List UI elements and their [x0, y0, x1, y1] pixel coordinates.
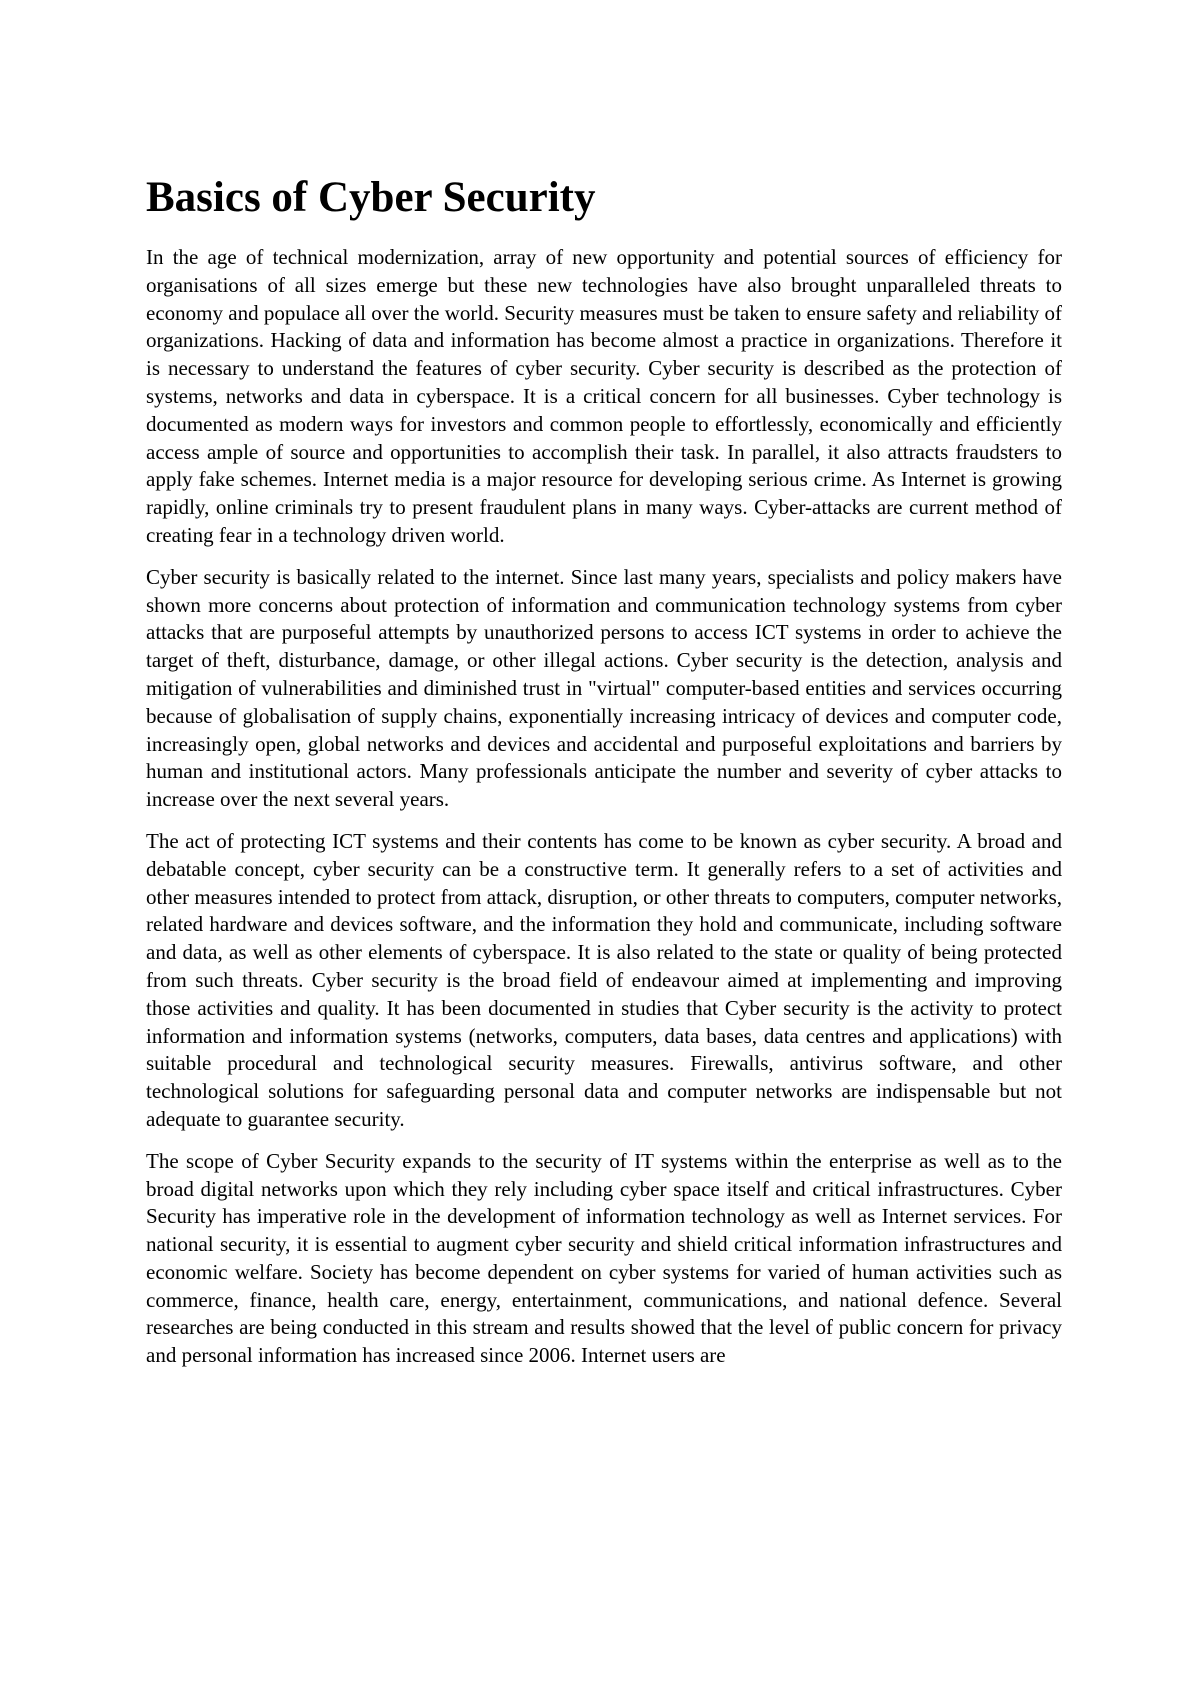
paragraph-3: The act of protecting ICT systems and their contents has come to be known as cyber security. A broad and debatable concept, cyber security can be a constructive term. It generally refers to a set of activities and other measures intended to protect from attack, disruption, or other threats to computers, computer networks, related hardware and devices software, and the information they hold and communicate, including software and data, as well as other elements of cyberspace. It is also related to the state or quality of being protected from such threats. Cyber security is the broad field of endeavour aimed at implementing and improving those activities and quality. It has been documented in studies that Cyber security is the activity to protect information and information systems (networks, computers, data bases, data centres and applications) with suitable procedural and technological security measures. Firewalls, antivirus software, and other technological solutions for safeguarding personal data and computer networks are indispensable but not adequate to guarantee security.	[146, 828, 1062, 1131]
paragraph-4: The scope of Cyber Security expands to the security of IT systems within the enterprise as well as to the broad digital networks upon which they rely including cyber space itself and critical infrastructures. Cyber Security has imperative role in the development of information technology as well as Internet services. For national security, it is essential to augment cyber security and shield critical information infrastructures and economic welfare. Society has become dependent on cyber systems for varied of human activities such as commerce, finance, health care, energy, entertainment, communications, and national defence. Several researches are being conducted in this stream and results showed that the level of public concern for privacy and personal information has increased since 2006. Internet users are	[146, 1148, 1062, 1368]
paragraph-1: In the age of technical modernization, array of new opportunity and potential sources of efficiency for organisations of all sizes emerge but these new technologies have also brought unparalleled threats to economy and populace all over the world. Security measures must be taken to ensure safety and reliability of organizations. Hacking of data and information has become almost a practice in organizations. Therefore it is necessary to understand the features of cyber security. Cyber security is described as the protection of systems, networks and data in cyberspace. It is a critical concern for all businesses. Cyber technology is documented as modern ways for investors and common people to effortlessly, economically and efficiently access ample of source and opportunities to accomplish their task. In parallel, it also attracts fraudsters to apply fake schemes. Internet media is a major resource for developing serious crime. As Internet is growing rapidly, online criminals try to present fraudulent plans in many ways. Cyber-attacks are current method of creating fear in a technology driven world.	[146, 245, 1062, 547]
document-title: Basics of Cyber Security	[146, 174, 596, 221]
document-body	[146, 172, 1062, 1384]
paragraph-2: Cyber security is basically related to the internet. Since last many years, specialists and policy makers have shown more concerns about protection of information and communication technology systems from cyber attacks that are purposeful attempts by unauthorized persons to access ICT systems in order to achieve the target of theft, disturbance, damage, or other illegal actions. Cyber security is the detection, analysis and mitigation of vulnerabilities and diminished trust in "virtual" computer-based entities and services occurring because of globalisation of supply chains, exponentially increasing intricacy of devices and computer code, increasingly open, global networks and devices and accidental and purposeful exploitations and barriers by human and institutional actors. Many professionals anticipate the number and severity of cyber attacks to increase over the next several years.	[146, 564, 1062, 812]
